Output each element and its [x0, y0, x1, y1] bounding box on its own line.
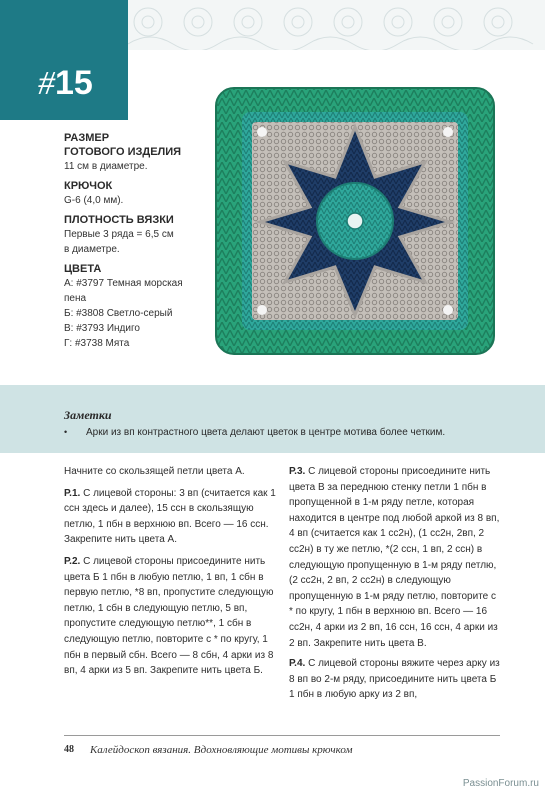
instructions-column-left — [64, 464, 276, 685]
round-3-paragraph — [289, 464, 501, 651]
gauge-value: Первые 3 ряда = 6,5 см — [64, 229, 174, 240]
round-1-paragraph — [64, 486, 276, 548]
round-4-paragraph — [289, 656, 501, 703]
notes-item-text: Арки из вп контрастного цвета делают цветок в центре мотива более четким. — [86, 427, 446, 438]
instructions-column-right — [289, 464, 501, 709]
size-value: 11 см в диаметре. — [64, 161, 148, 172]
round-4-label: Р.4. — [289, 658, 306, 670]
round-3-text: С лицевой стороны присоедините нить цвета В за переднюю стенку петли 1 пбн в пропущенной в 1-м ряду петле, которая находится в центре под любой аркой из 8 вп, 4 вп (считается как 1 сс2н), (1 сс2н, 2вп, 2 сс2н) в ту же петлю, *(2 ссн, 1 вп, 2 ссн) в следующую пропущенную в 1-м ряду петлю, (2 сс2н, 2 вп, 2 сс2н) в следующую пропущенную в 1-м ряду петлю, повторите с * по кругу, 1 пбн в верхнюю вп. Всего — 16 сс2н, 4 арки из 2 вп, 16 ссн, 16 ссн, 4 арки из 2 вп. Закрепите нить цвета В. — [289, 466, 500, 649]
pattern-specs — [64, 131, 214, 351]
footer-divider — [64, 735, 500, 736]
pattern-number-badge — [0, 0, 128, 120]
crochet-motif-photo — [210, 82, 500, 360]
round-2-paragraph — [64, 554, 276, 679]
lace-header-band — [128, 0, 545, 50]
pattern-number: #15 — [38, 64, 93, 102]
notes-title: Заметки — [64, 408, 112, 422]
color-item: В: #3793 Индиго — [64, 323, 140, 334]
hook-heading: КРЮЧОК — [64, 180, 113, 192]
size-heading: РАЗМЕР — [64, 132, 110, 144]
gauge-value-line2: в диаметре. — [64, 244, 120, 255]
colors-heading: ЦВЕТА — [64, 263, 102, 275]
book-title: Калейдоскоп вязания. Вдохновляющие мотивы крючком — [90, 744, 353, 756]
color-item: А: #3797 Темная морская — [64, 278, 183, 289]
round-2-text: С лицевой стороны присоедините нить цвета Б 1 пбн в любую петлю, 1 вп, 1 сбн в первую петлю, *8 вп, пропустите следующую петлю, 1 сбн в следующую петлю, 5 вп, пропустите следующую петлю**, 1 сбн в следующую петлю, повторите с * по кругу, 1 пбн в первый сбн. Всего — 8 сбн, 4 арки из 8 вп, 4 арки из 5 вп. Закрепите нить цвета Б. — [64, 555, 274, 677]
round-1-label: Р.1. — [64, 487, 81, 499]
site-watermark: PassionForum.ru — [462, 778, 539, 789]
gauge-heading: ПЛОТНОСТЬ ВЯЗКИ — [64, 214, 174, 226]
intro-paragraph: Начните со скользящей петли цвета А. — [64, 466, 245, 477]
notes-panel — [0, 385, 545, 453]
hook-value: G-6 (4,0 мм). — [64, 195, 124, 206]
round-3-label: Р.3. — [289, 466, 306, 477]
round-4-text: С лицевой стороны вяжите через арку из 8 вп во 2-м ряду, присоедините нить цвета Б 1 пбн в любую арку из 2 вп, — [289, 658, 500, 701]
round-1-text: С лицевой стороны: 3 вп (считается как 1 ссн здесь и далее), 15 ссн в скользящую петлю, 1 пбн в верхнюю вп. Всего — 16 ссн. Закрепите нить цвета А. — [64, 487, 276, 546]
bullet-icon: • — [64, 427, 68, 437]
color-item: Г: #3738 Мята — [64, 338, 130, 349]
color-item: пена — [64, 293, 87, 304]
page-number: 48 — [64, 744, 74, 755]
size-heading-line2: ГОТОВОГО ИЗДЕЛИЯ — [64, 146, 182, 158]
notes-list-item — [64, 427, 445, 438]
color-item: Б: #3808 Светло-серый — [64, 308, 173, 319]
round-2-label: Р.2. — [64, 555, 81, 567]
